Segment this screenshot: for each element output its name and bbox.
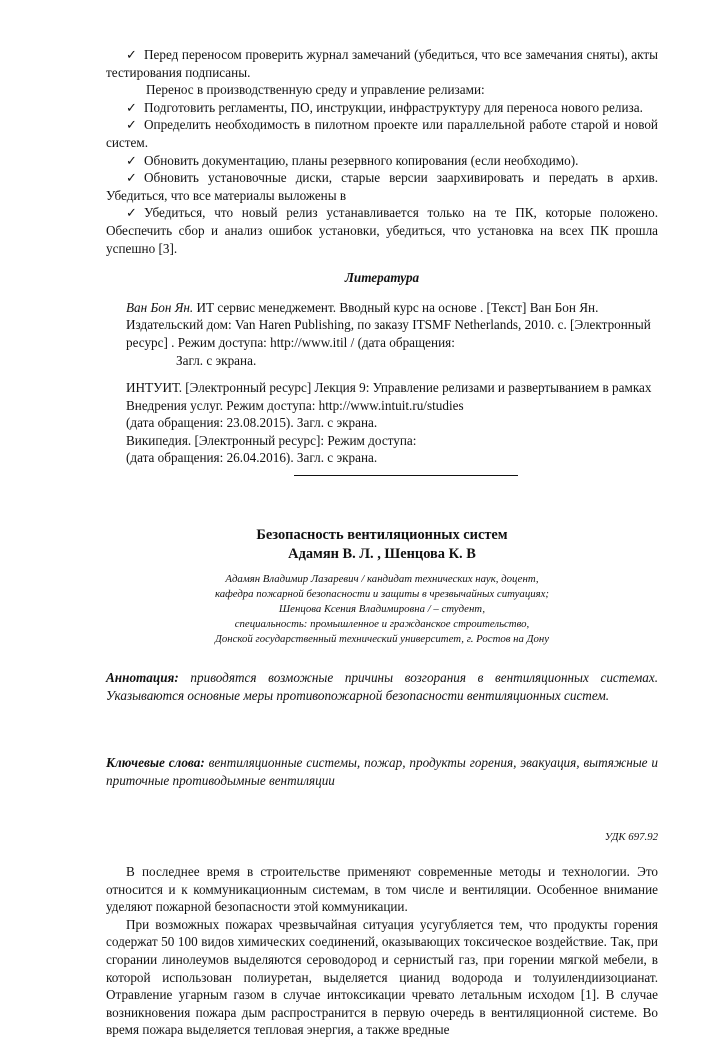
checklist-item <box>106 169 658 204</box>
checklist-item <box>106 46 658 81</box>
spacer <box>106 704 658 754</box>
literature-title: Литература <box>344 270 420 286</box>
abstract-text: приводятся возможные причины возгорания в вентиляционных системах. Указываются основные меры противопожарной безопасности вентиляционных систем. <box>106 670 658 703</box>
checklist-item <box>106 116 658 151</box>
reference-2: ИНТУИТ. [Электронный ресурс] Лекция 9: Управление релизами и развертыванием в рамках Внедрения услуг. Режим доступа: http://www.intuit.ru/studies <box>126 380 652 413</box>
checkmark-icon: ✓ <box>126 47 138 62</box>
checklist-item-text: Перед переносом проверить журнал замечаний (убедиться, что все замечания сняты), акты тестирования подписаны. <box>106 47 658 80</box>
reference-text: ИТ сервис менеджемент. Вводный курс на основе . [Текст] Ван Бон Ян. Издательский дом: Van Haren Publishing, по заказу ITSMF Netherlands, 2010. с. [Электронный ресурс] . Режим доступа: http://www.itil / (дата обращения: <box>126 299 651 350</box>
author-info-line: Адамян Владимир Лазаревич / кандидат технических наук, доцент, <box>225 573 539 586</box>
reference-1-note: Загл. с экрана. <box>176 352 257 368</box>
document-page <box>106 46 658 1039</box>
keywords <box>106 754 658 789</box>
spacer <box>106 369 658 379</box>
checkmark-icon: ✓ <box>126 152 138 168</box>
keywords-text: вентиляционные системы, пожар, продукты горения, эвакуация, вытяжные и приточные противодымные вентиляции <box>106 755 658 788</box>
spacer <box>106 476 658 526</box>
spacer <box>106 564 658 572</box>
reference-3-date: (дата обращения: 26.04.2016). Загл. с экрана. <box>126 450 378 466</box>
reference-2-date: (дата обращения: 23.08.2015). Загл. с экрана. <box>126 415 378 431</box>
checkmark-icon: ✓ <box>126 170 138 186</box>
reference-1 <box>106 299 658 352</box>
udk-code: УДК 697.92 <box>604 831 658 844</box>
article-title: Безопасность вентиляционных систем <box>256 527 508 544</box>
reference-3: Википедия. [Электронный ресурс]: Режим доступа: <box>126 432 417 448</box>
reference-author: Ван Бон Ян. <box>126 299 194 315</box>
checklist-item-text: Обновить документацию, планы резервного копирования (если необходимо). <box>144 152 579 168</box>
checklist-item <box>106 204 658 257</box>
author-info-line: кафедра пожарной безопасности и защиты в чрезвычайных ситуациях; <box>214 588 550 601</box>
article-authors: Адамян В. Л. , Шенцова К. В <box>288 546 476 563</box>
checkmark-icon: ✓ <box>126 117 138 133</box>
author-info-line: Донской государственный технический университет, г. Ростов на Дону <box>214 633 550 646</box>
checklist-item-text: Определить необходимость в пилотном проекте или параллельной работе старой и новой систем. <box>106 117 658 150</box>
keywords-label: Ключевые слова: <box>106 755 205 771</box>
checklist-subheading: Перенос в производственную среду и управление релизами: <box>146 82 485 98</box>
checklist-item <box>106 99 658 117</box>
author-info-line: Шенцова Ксения Владимировна / – студент, <box>278 603 486 616</box>
checkmark-icon: ✓ <box>126 205 138 221</box>
checkmark-icon: ✓ <box>126 99 138 115</box>
checklist-item <box>106 152 658 170</box>
checklist-item-text: Убедиться, что новый релиз устанавливается только на те ПК, которые положено. Обеспечить сбор и анализ ошибок установки, убедиться, что установка на всех ПК прошла успешно [3]. <box>106 205 658 256</box>
spacer <box>106 847 658 863</box>
author-info-line: специальность: промышленное и гражданское строительство, <box>234 618 530 631</box>
spacer <box>106 789 658 829</box>
checklist-item-text: Подготовить регламенты, ПО, инструкции, инфраструктуру для переноса нового релиза. <box>144 99 643 115</box>
abstract <box>106 669 658 704</box>
checklist-item-text: Обновить установочные диски, старые версии заархивировать и передать в архив. Убедиться, что все материалы выложены в <box>106 170 658 203</box>
spacer <box>106 647 658 669</box>
abstract-label: Аннотация: <box>106 670 179 686</box>
body-paragraph: При возможных пожарах чрезвычайная ситуация усугубляется тем, что продукты горения содержат 50 100 видов химических соединений, оказывающих токсическое воздействие. Так, при сгорании линолеумов выделяются сероводород и сернистый газ, при горении мягкой мебели, в которой использован полиуретан, выделяется цианид водорода и толуилендиизоцианат. Отравление угарным газом в случае интоксикации чревато летальным исходом [1]. В случае возникновения пожара дым распространится в первую очередь в вентиляционной системе. Во время пожара выделяется тепловая энергия, а также вредные <box>106 916 658 1038</box>
body-paragraph: В последнее время в строительстве применяют современные методы и технологии. Это относится и к коммуникационным системам, в том числе и вентиляции. Особенное внимание уделяют пожарной безопасности этой коммуникации. <box>106 864 658 915</box>
